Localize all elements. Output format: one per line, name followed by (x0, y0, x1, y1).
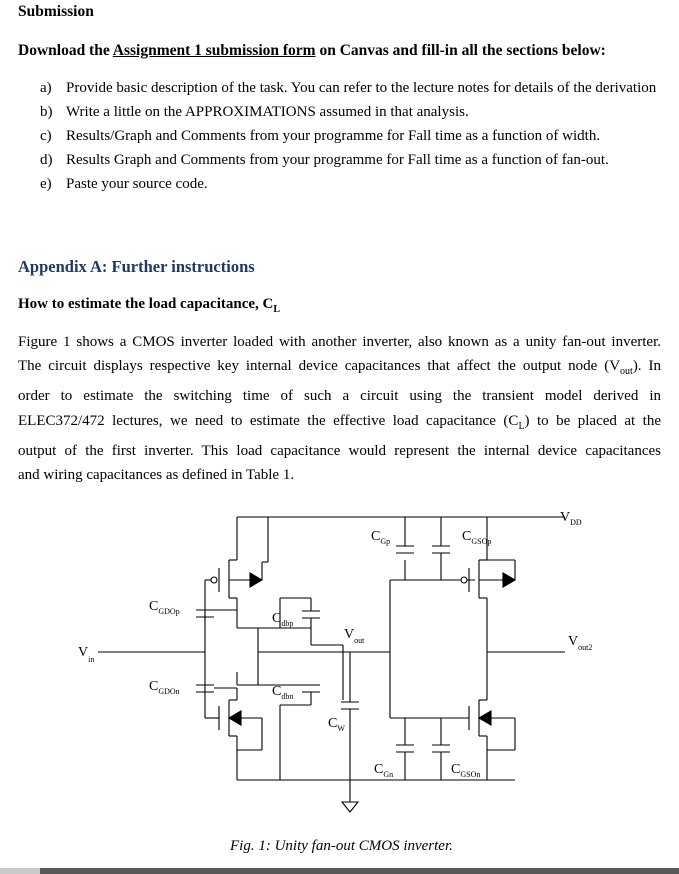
list-letter: d) (40, 152, 53, 168)
line-text: order to estimate the switching time of such a circuit using the transient model derived in (18, 388, 661, 405)
bottom-scroll-bar (0, 868, 679, 874)
vin-label: $V_{in}$ (78, 645, 95, 664)
list-item (40, 124, 665, 148)
vout2-label: $V_{out2}$ (568, 634, 593, 652)
paragraph-line (18, 354, 661, 384)
circuit-wires (98, 517, 565, 812)
load-capacitance-heading (18, 296, 280, 315)
appendix-heading: Appendix A: Further instructions (18, 257, 255, 276)
line-subscript: out (620, 366, 633, 378)
list-letter: c) (40, 128, 52, 144)
list-item (40, 172, 665, 196)
cdbn-label: $C_{dbn}$ (272, 684, 294, 701)
list-text: Results Graph and Comments from your programme for Fall time as a function of fan-out. (66, 152, 609, 168)
line-text: ELEC372/472 lectures, we need to estimate the effective load capacitance (C (18, 412, 519, 429)
scrollbar-thumb[interactable] (0, 868, 40, 874)
list-text: Paste your source code. (66, 176, 208, 192)
cdbp-label: $C_{dbp}$ (272, 611, 294, 628)
paragraph-line (18, 439, 661, 463)
vout-label: $V_{out}$ (344, 627, 365, 645)
line-text: ). In (632, 358, 661, 375)
line-text: The circuit displays respective key internal device capacitances that affect the output node (V (18, 358, 621, 375)
cgp-label: $C_{Gp}$ (371, 529, 391, 546)
download-suffix: on Canvas and fill-in all the sections below: (319, 42, 606, 59)
submission-form-link[interactable]: Assignment 1 submission form (112, 42, 316, 59)
body-paragraph (18, 330, 661, 487)
list-text: Write a little on the APPROXIMATIONS assumed in that analysis. (66, 104, 469, 120)
cgson-label: $C_{GSOn}$ (451, 762, 481, 779)
list-letter: a) (40, 80, 52, 96)
heading-subscript: L (273, 304, 281, 315)
paragraph-line (18, 330, 661, 354)
paragraph-line (18, 384, 661, 408)
download-prefix: Download the (18, 42, 110, 59)
line-text: output of the first inverter. This load capacitance would represent the internal device capacitances (18, 442, 661, 459)
list-item (40, 100, 665, 124)
paragraph-line (18, 409, 661, 439)
list-letter: b) (40, 104, 53, 120)
line-text: Figure 1 shows a CMOS inverter loaded with another inverter, also known as a unity fan-out inverter. (18, 334, 661, 350)
list-item (40, 76, 665, 100)
list-text: Provide basic description of the task. You can refer to the lecture notes for details of the derivation (66, 80, 657, 96)
line-text: and wiring capacitances as defined in Table 1. (18, 467, 295, 484)
list-text: Results/Graph and Comments from your programme for Fall time as a function of width. (66, 128, 601, 144)
line-subscript: L (518, 420, 525, 432)
list-item (40, 148, 665, 172)
cgsop-label: $C_{GSOp}$ (462, 529, 492, 546)
line-text: ) to be placed at the (524, 412, 661, 429)
list-letter: e) (40, 176, 52, 192)
task-list (40, 76, 665, 196)
paragraph-line (18, 463, 661, 487)
cw-label: $C_W$ (328, 716, 345, 733)
cgn-label: $C_{Gn}$ (374, 762, 394, 779)
heading-text: How to estimate the load capacitance, C (18, 296, 274, 312)
figure-caption: Fig. 1: Unity fan-out CMOS inverter. (230, 838, 453, 854)
vdd-label: $V_{DD}$ (560, 510, 582, 527)
download-instruction (18, 42, 606, 60)
cgdop-label: $C_{GDOp}$ (149, 599, 180, 616)
section-title: Submission (18, 3, 94, 20)
cmos-inverter-circuit-diagram (55, 500, 615, 835)
cgdon-label: $C_{GDOn}$ (149, 679, 180, 696)
